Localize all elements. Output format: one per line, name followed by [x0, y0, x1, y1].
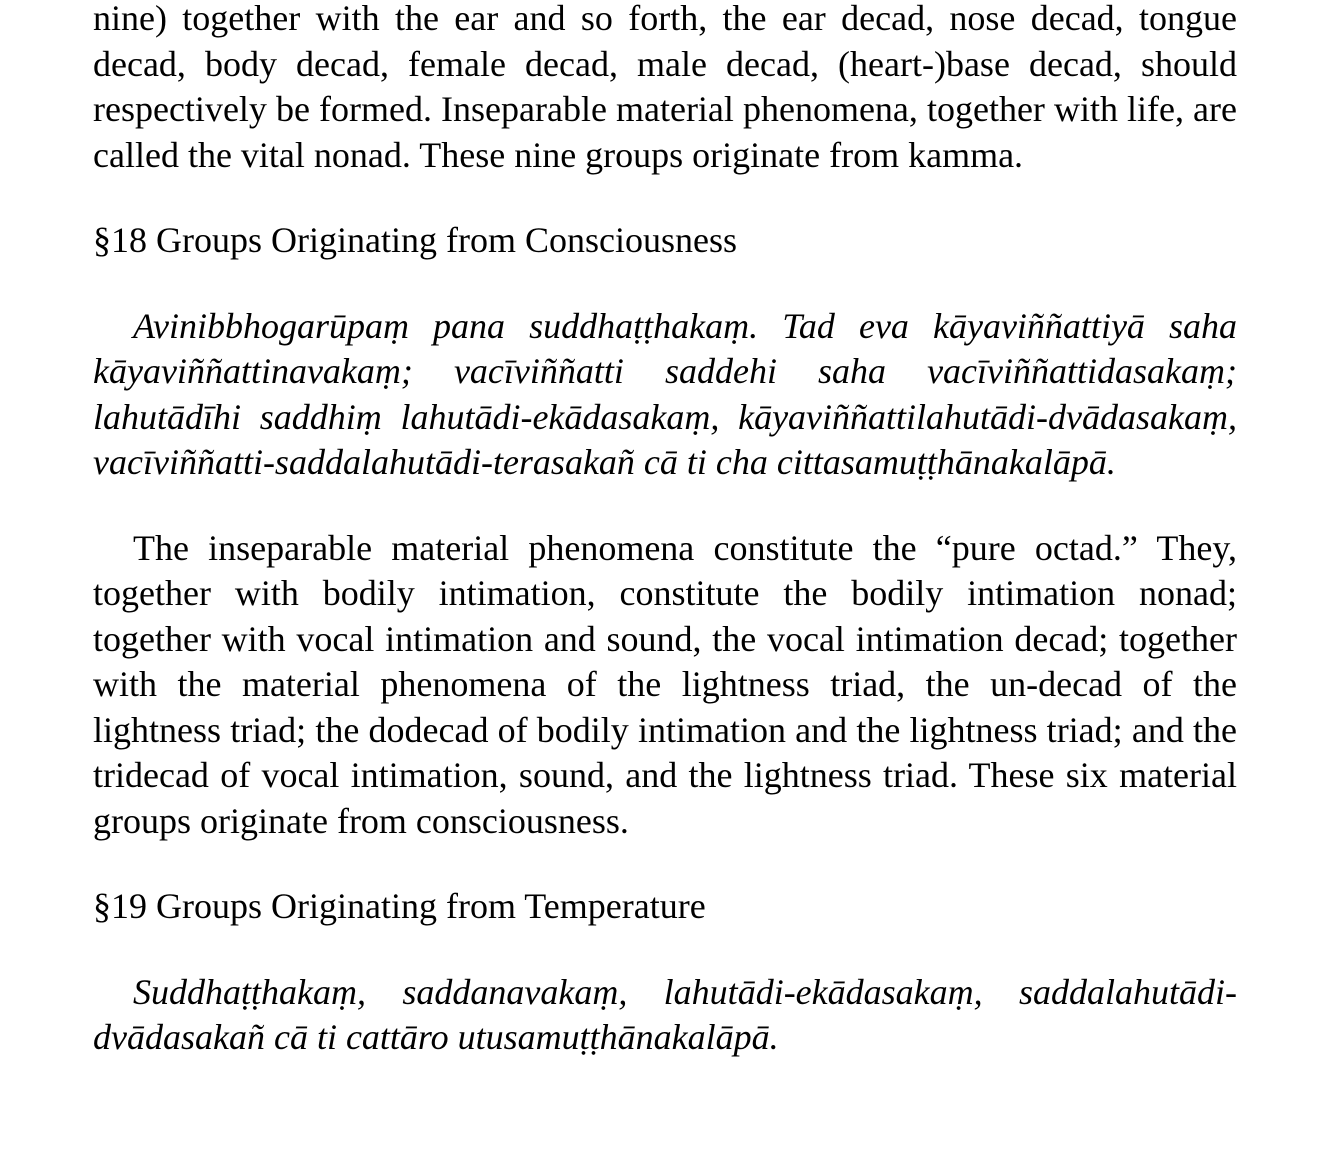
- pali-paragraph: Suddhaṭṭhakaṃ, saddanavakaṃ, lahutādi-ekādasakaṃ, saddalahutādi-dvādasakañ cā ti cattāro utusamuṭṭhānakalāpā.: [93, 971, 1237, 1057]
- section-heading: §18 Groups Originating from Consciousness: [93, 220, 737, 260]
- translation-paragraph: The inseparable material phenomena constitute the “pure octad.” They, together with bodily intimation, constitute the bodily intimation nonad; together with vocal intimation and sound, the vocal intimation decad; together with the material phenomena of the lightness triad, the un-decad of the lightness triad; the dodecad of bodily intimation and the lightness triad; and the tridecad of vocal intimation, sound, and the lightness triad. These six material groups originate from consciousness.: [93, 527, 1237, 841]
- spacer: [93, 264, 1237, 304]
- spacer: [93, 486, 1237, 526]
- spacer: [93, 930, 1237, 970]
- section-heading: §19 Groups Originating from Temperature: [93, 886, 706, 926]
- document-page: [93, 0, 1237, 1061]
- body-paragraph: nine) together with the ear and so forth, the ear decad, nose decad, tongue decad, body decad, female decad, male decad, (heart-)base decad, should respectively be formed. Inseparable material phenomena, together with life, are called the vital nonad. These nine groups originate from kamma.: [93, 0, 1237, 175]
- spacer: [93, 844, 1237, 884]
- pali-paragraph: Avinibbhogarūpaṃ pana suddhaṭṭhakaṃ. Tad eva kāyaviññattiyā saha kāyaviññattinavakaṃ; vacīviññatti saddehi saha vacīviññattidasakaṃ; lahutādīhi saddhiṃ lahutādi-ekādasakaṃ, kāyaviññattilahutādi-dvādasakaṃ, vacīviññatti-saddalahutādi-terasakañ cā ti cha cittasamuṭṭhānakalāpā.: [93, 305, 1237, 482]
- spacer: [93, 178, 1237, 218]
